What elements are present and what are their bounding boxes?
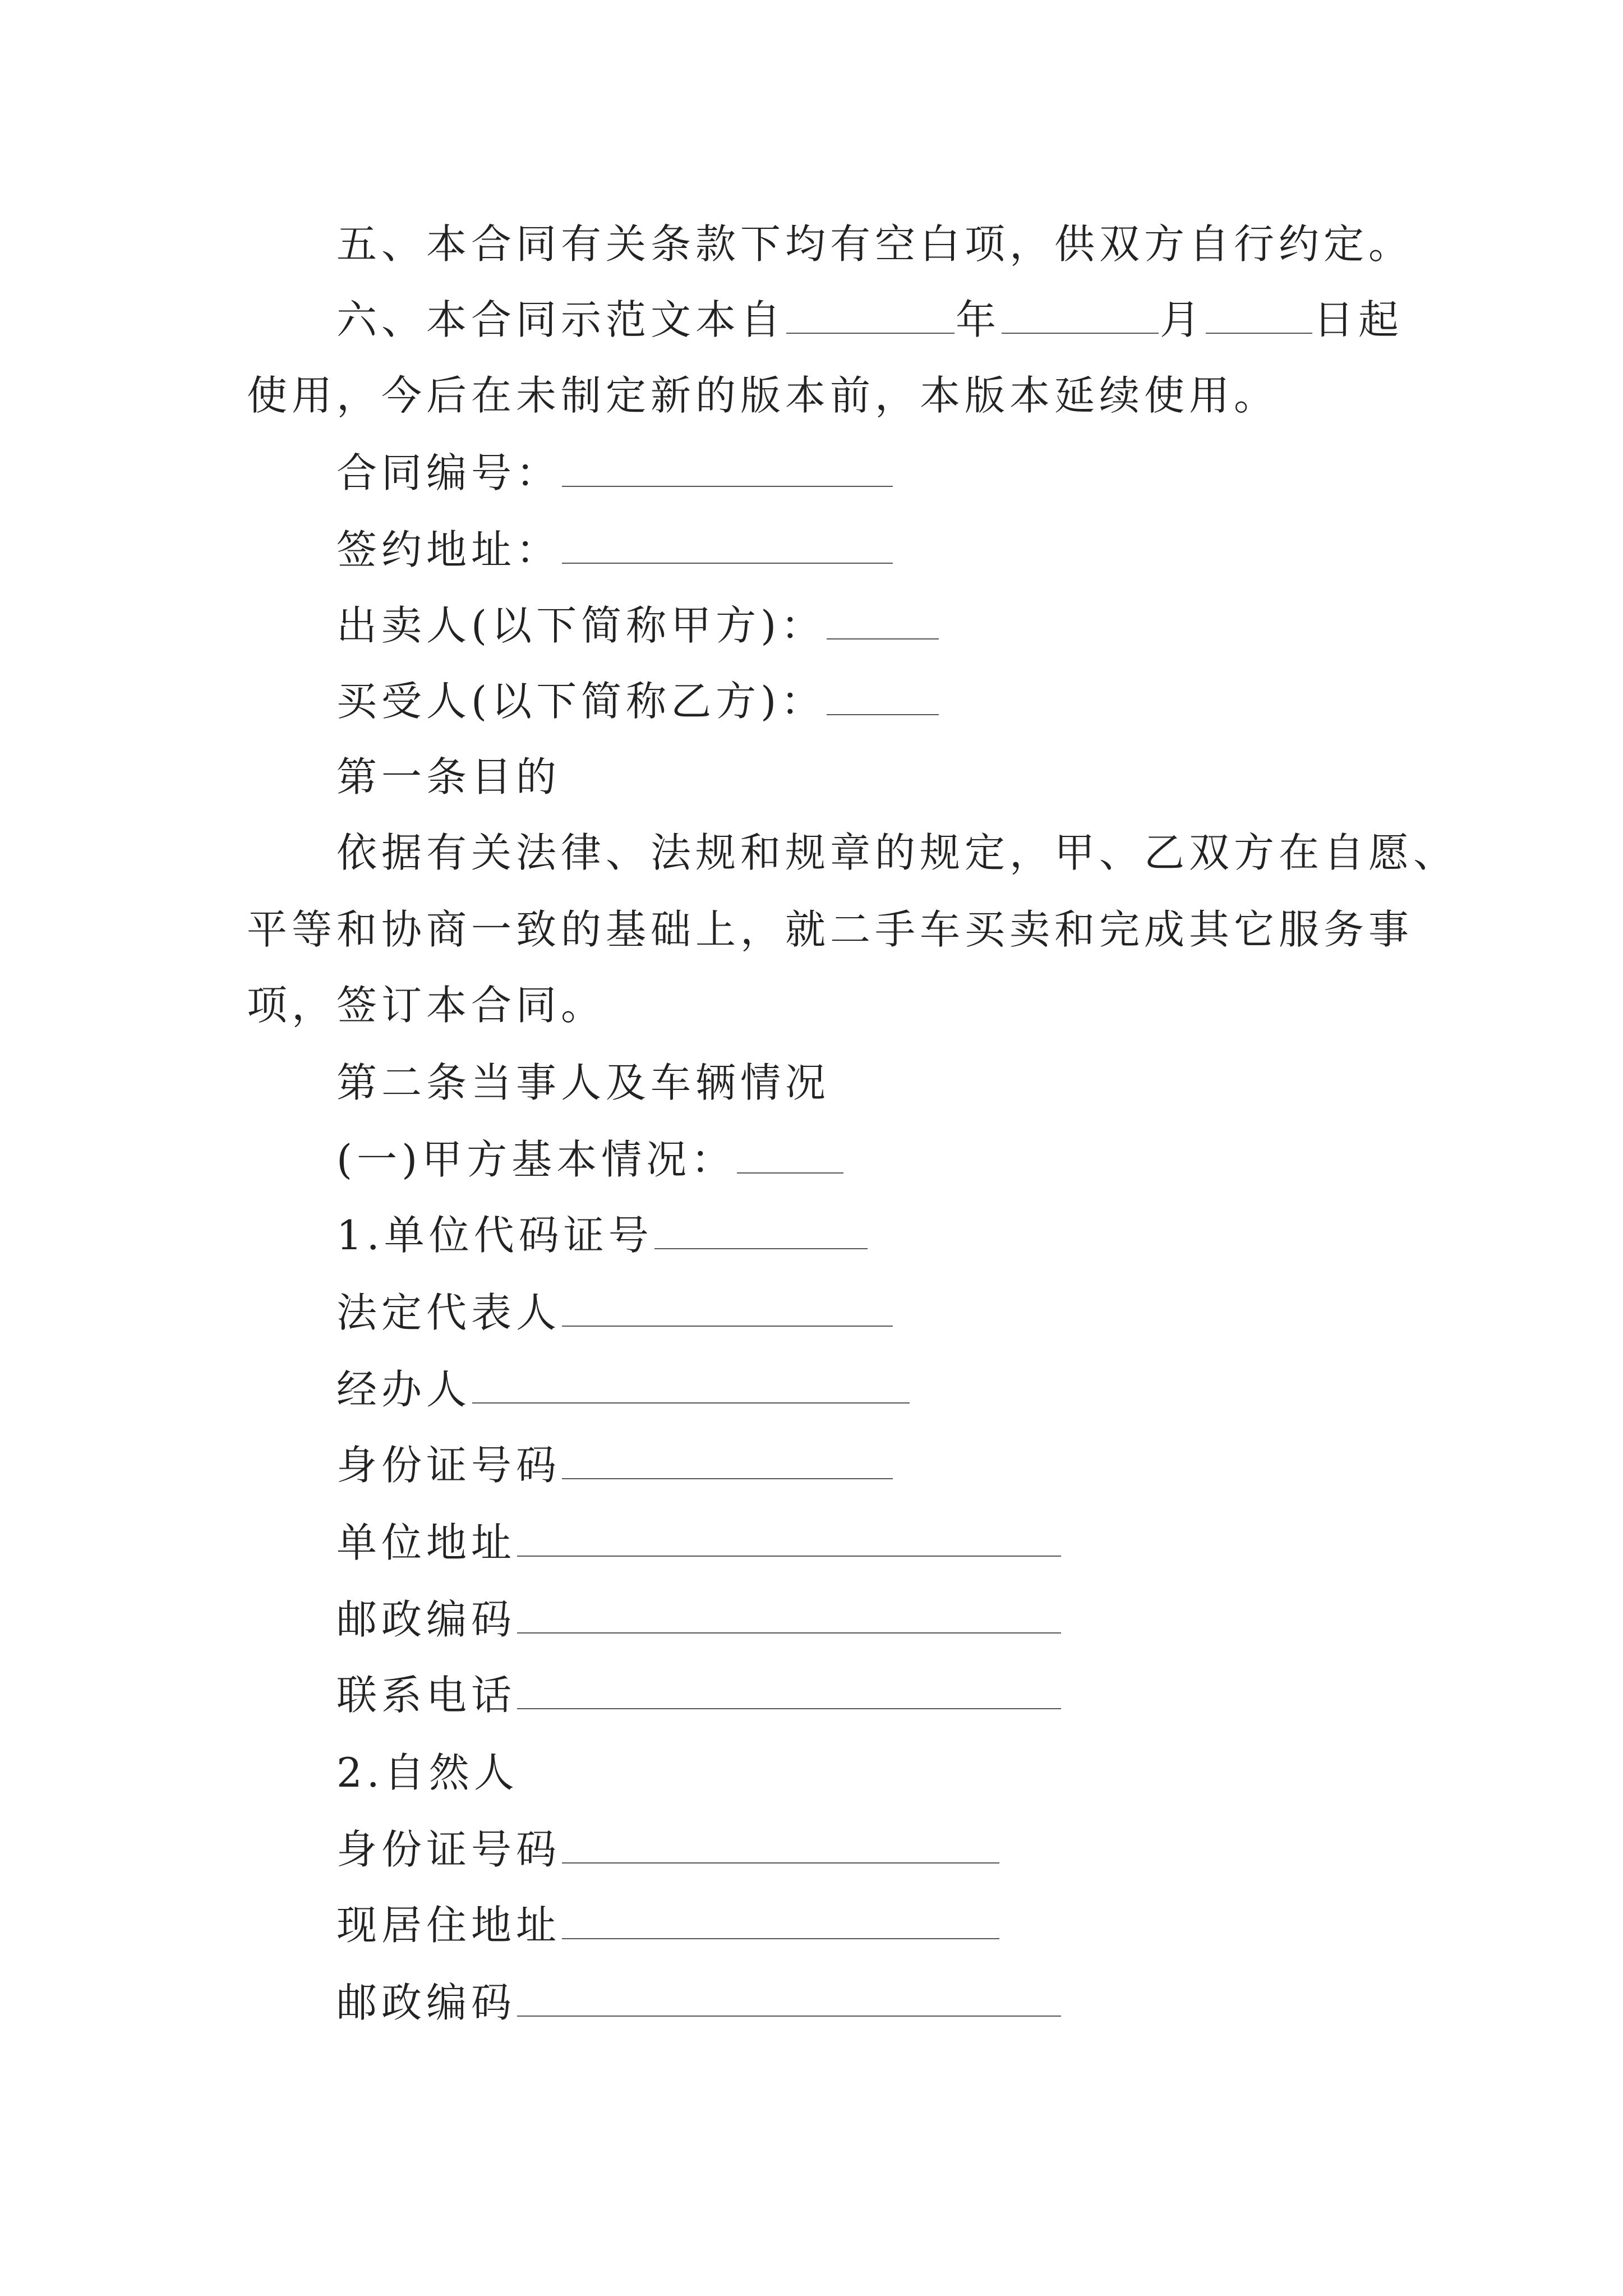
year-blank[interactable] <box>786 298 955 334</box>
postcode-label: 邮政编码 <box>336 1596 517 1643</box>
year-label: 年 <box>956 296 1001 343</box>
unit-address-row <box>336 1515 1062 1571</box>
np-postcode-blank[interactable] <box>517 1981 1061 2017</box>
agent-row <box>336 1361 911 1418</box>
phone-blank[interactable] <box>517 1673 1061 1709</box>
legal-rep-row <box>336 1285 894 1341</box>
unit-code-blank[interactable] <box>654 1213 868 1249</box>
day-blank[interactable] <box>1206 298 1312 334</box>
phone-row <box>336 1667 1062 1723</box>
legal-rep-label: 法定代表人 <box>336 1289 561 1336</box>
np-address-label: 现居住地址 <box>336 1902 561 1949</box>
buyer-blank[interactable] <box>827 679 939 715</box>
month-label: 月 <box>1160 296 1205 343</box>
article-one-body-text: 项，签订本合同。 <box>247 982 606 1029</box>
id-number-blank[interactable] <box>562 1443 893 1479</box>
id-number-label: 身份证号码 <box>336 1442 561 1489</box>
postcode-blank[interactable] <box>517 1598 1061 1634</box>
postcode-row <box>336 1591 1062 1648</box>
article-one-body-text: 依据有关法律、法规和规章的规定，甲、乙双方在自愿、 <box>336 829 1459 876</box>
np-address-blank[interactable] <box>562 1903 999 1939</box>
np-id-number-label: 身份证号码 <box>336 1826 561 1873</box>
article-one-body-line-3 <box>247 977 606 1033</box>
np-postcode-row <box>336 1975 1062 2031</box>
agent-blank[interactable] <box>472 1368 910 1404</box>
phone-label: 联系电话 <box>336 1672 517 1719</box>
article-one-body-line-1 <box>336 825 1458 881</box>
np-address-row <box>336 1897 1000 1953</box>
agent-label: 经办人 <box>336 1366 472 1413</box>
clause-five <box>336 216 1413 272</box>
unit-address-label: 单位地址 <box>336 1519 517 1566</box>
clause-six-cont-text: 使用，今后在未制定新的版本前，本版本延续使用。 <box>247 372 1279 419</box>
unit-code-row <box>336 1207 869 1263</box>
sign-place-blank[interactable] <box>562 528 893 564</box>
buyer-label: 买受人(以下简称乙方)： <box>336 678 826 725</box>
day-label: 日起 <box>1313 296 1404 343</box>
seller-row <box>336 597 940 654</box>
unit-code-label: 1.单位代码证号 <box>336 1212 653 1259</box>
seller-blank[interactable] <box>827 604 939 639</box>
article-one-title-text: 第一条目的 <box>336 753 561 800</box>
np-postcode-label: 邮政编码 <box>336 1979 517 2026</box>
contract-number-row <box>336 445 894 501</box>
natural-person-label: 2.自然人 <box>336 1749 519 1796</box>
clause-five-text: 五、本合同有关条款下均有空白项，供双方自行约定。 <box>336 220 1414 268</box>
id-number-row <box>336 1437 894 1493</box>
article-one-body-line-2 <box>247 901 1413 958</box>
clause-six-continuation <box>247 367 1279 424</box>
article-two-title-text: 第二条当事人及车辆情况 <box>336 1059 831 1106</box>
month-blank[interactable] <box>1002 298 1159 334</box>
article-one-body-text: 平等和协商一致的基础上，就二手车买卖和完成其它服务事 <box>247 906 1414 953</box>
np-id-number-blank[interactable] <box>562 1828 999 1864</box>
seller-label: 出卖人(以下简称甲方)： <box>336 602 826 649</box>
clause-six-lead: 六、本合同示范文本自 <box>336 296 786 343</box>
article-one-title <box>336 749 561 805</box>
clause-six <box>336 292 1403 348</box>
contract-number-blank[interactable] <box>562 451 893 487</box>
legal-rep-blank[interactable] <box>562 1291 893 1327</box>
sign-place-label: 签约地址： <box>336 526 561 573</box>
party-a-row <box>336 1131 845 1188</box>
party-a-blank[interactable] <box>737 1138 843 1174</box>
natural-person-title <box>336 1745 519 1801</box>
sign-place-row <box>336 522 894 578</box>
np-id-number-row <box>336 1821 1000 1878</box>
buyer-row <box>336 673 940 729</box>
article-two-title <box>336 1055 830 1111</box>
unit-address-blank[interactable] <box>517 1521 1061 1557</box>
party-a-label: (一)甲方基本情况： <box>336 1136 736 1183</box>
contract-number-label: 合同编号： <box>336 449 561 496</box>
